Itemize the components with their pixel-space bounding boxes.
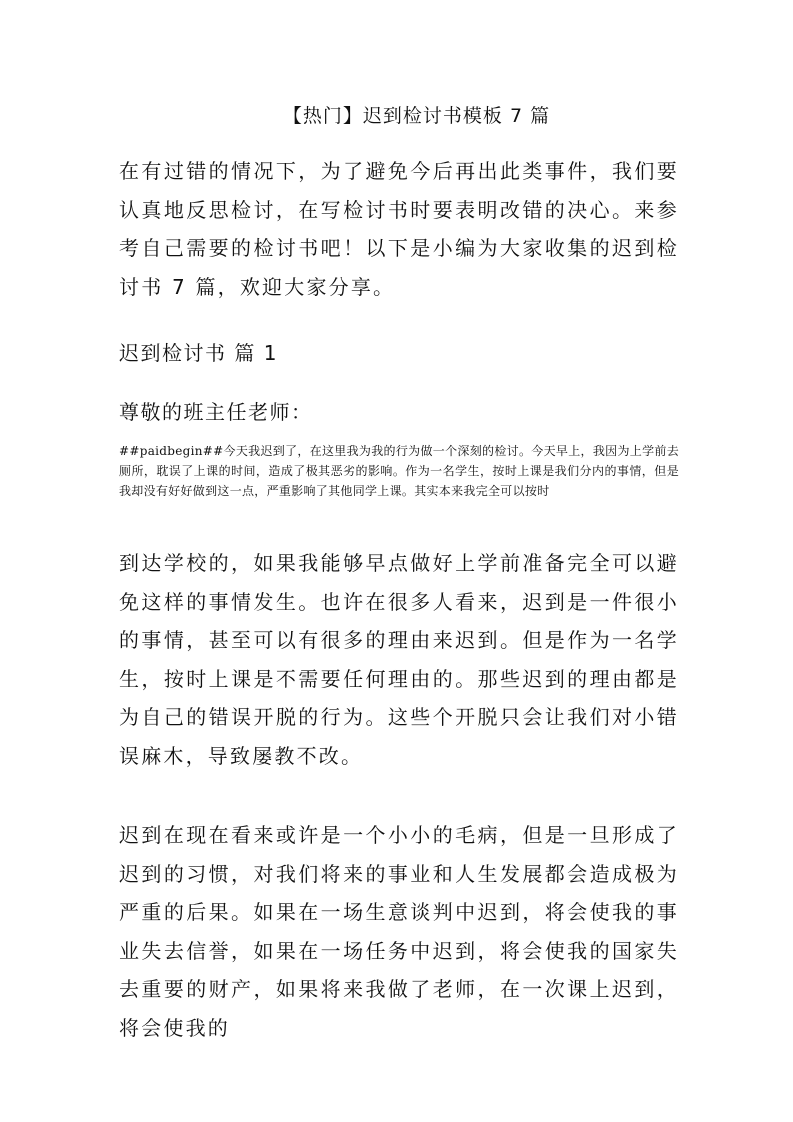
salutation: 尊敬的班主任老师： — [119, 400, 313, 424]
paid-excerpt-paragraph: ##paidbegin##今天我迟到了，在这里我为我的行为做一个深刻的检讨。今天早上，我因为上学前去厕所，耽误了上课的时间，造成了极其恶劣的影响。作为一名学生，按时上课是我们分内的事情，但是我却没有好好做到这一点，严重影响了其他同学上课。其实本来我完全可以按时 — [119, 444, 679, 498]
document-title: 【热门】迟到检讨书模板 7 篇 — [282, 105, 551, 127]
body-paragraph-1: 到达学校的，如果我能够早点做好上学前准备完全可以避免这样的事情发生。也许在很多人看来，迟到是一件很小的事情，甚至可以有很多的理由来迟到。但是作为一名学生，按时上课是不需要任何理由的。那些迟到的理由都是为自己的错误开脱的行为。这些个开脱只会让我们对小错误麻木，导致屡教不改。 — [119, 551, 679, 768]
body-paragraph-2: 迟到在现在看来或许是一个小小的毛病，但是一旦形成了迟到的习惯，对我们将来的事业和人生发展都会造成极为严重的后果。如果在一场生意谈判中迟到，将会使我的事业失去信誉，如果在一场任务中迟到，将会使我的国家失去重要的财产，如果将来我做了老师，在一次课上迟到，将会使我的 — [119, 823, 679, 1040]
intro-paragraph: 在有过错的情况下，为了避免今后再出此类事件，我们要认真地反思检讨，在写检讨书时要表明改错的决心。来参考自己需要的检讨书吧！以下是小编为大家收集的迟到检讨书 7 篇，欢迎大家分享。 — [119, 159, 679, 299]
section-heading: 迟到检讨书 篇 1 — [119, 341, 278, 365]
